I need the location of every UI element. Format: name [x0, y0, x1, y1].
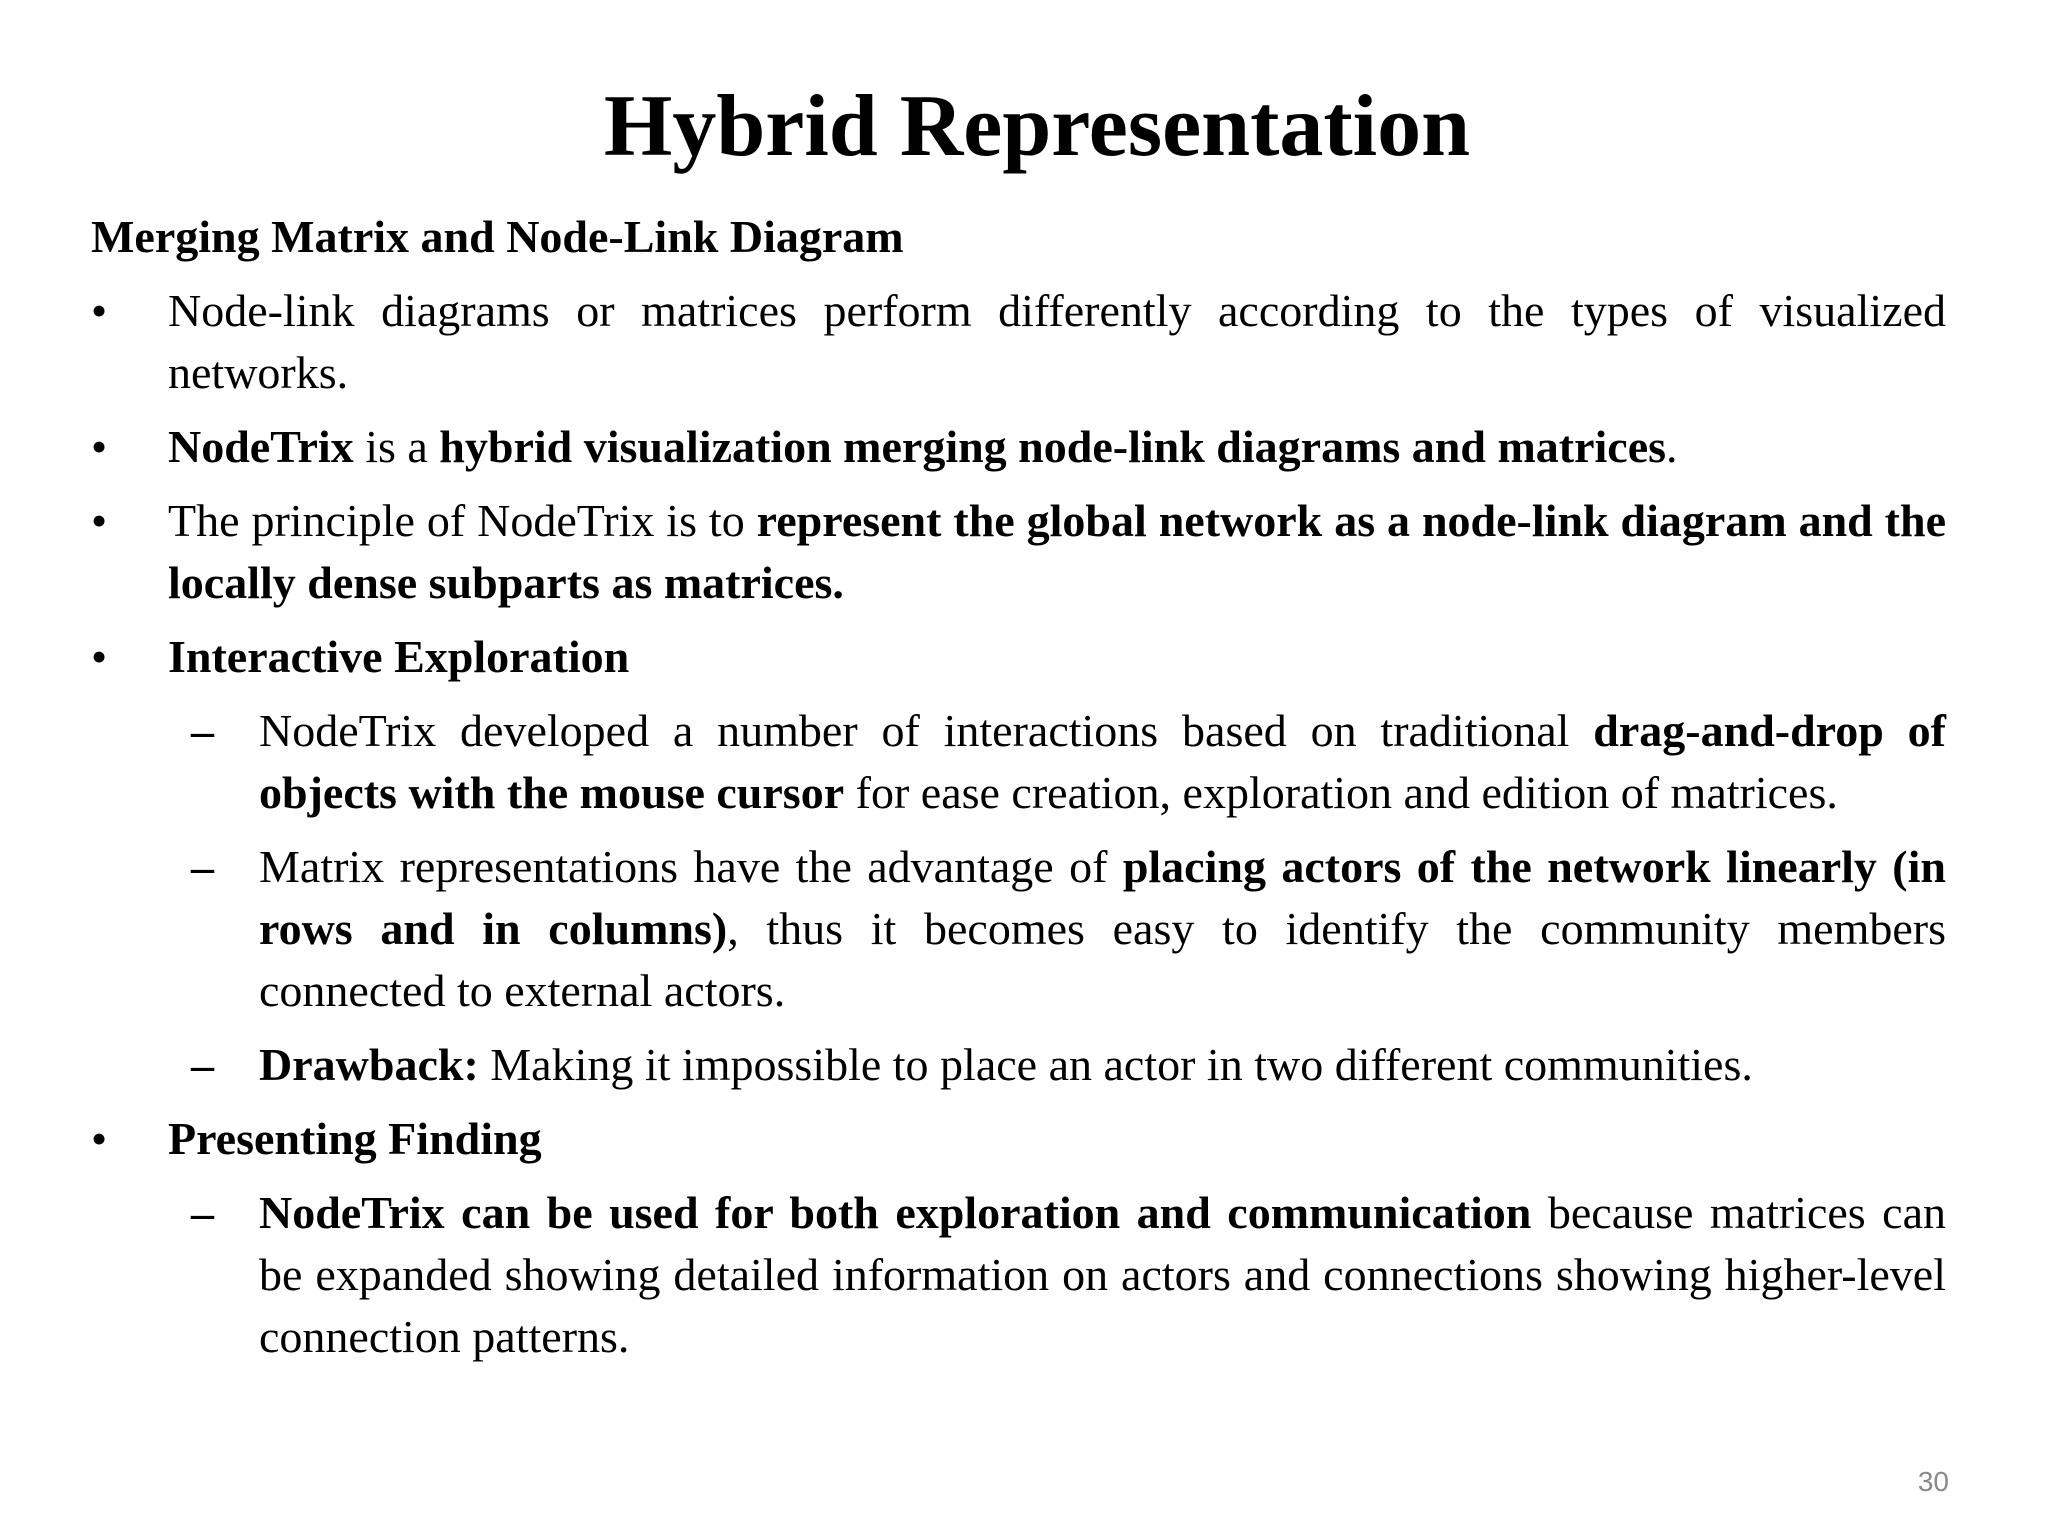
- bold-text: Interactive Exploration: [168, 631, 630, 682]
- bold-text: hybrid visualization merging node-link diagrams and matrices: [439, 421, 1667, 472]
- bullet-item: [91, 280, 1946, 404]
- dash-marker: –: [191, 705, 214, 756]
- bold-text: drag-and-drop of objects with the mouse cursor: [259, 705, 1946, 818]
- bullet-marker: •: [91, 421, 108, 472]
- text: is a: [353, 421, 440, 472]
- dash-marker: –: [191, 1039, 214, 1090]
- bold-text: Presenting Finding: [168, 1113, 542, 1164]
- bold-text: NodeTrix can be used for both exploration and communication: [259, 1187, 1532, 1238]
- bold-text: Drawback:: [259, 1039, 479, 1090]
- dash-marker: –: [191, 1187, 214, 1238]
- bullet-marker: •: [91, 495, 108, 546]
- sub-bullet-item: [191, 836, 1946, 1022]
- bullet-marker: •: [91, 631, 108, 682]
- text: for ease creation, exploration and edition of matrices.: [844, 767, 1838, 818]
- page-number: 30: [1917, 1466, 1949, 1497]
- bullet-marker: •: [91, 285, 108, 336]
- text: Matrix representations have the advantage of: [259, 841, 1123, 892]
- bold-text: NodeTrix: [168, 421, 354, 472]
- bullet-item: [91, 416, 1946, 478]
- slide-subtitle: Merging Matrix and Node-Link Diagram: [91, 211, 904, 262]
- sub-bullet-item: [191, 1182, 1947, 1368]
- text: Making it impossible to place an actor in two different communities.: [478, 1039, 1753, 1090]
- bullet-item: [91, 1108, 1946, 1170]
- bullet-item: [91, 490, 1946, 614]
- sub-bullet-item: [191, 700, 1946, 824]
- bold-text: represent the global network as a node-link diagram and the locally dense subparts as matrices.: [168, 495, 1946, 608]
- sub-bullet-item: [191, 1034, 1946, 1096]
- text: because matrices can be expanded showing detailed information on actors and connections showing higher-level connection patterns.: [259, 1187, 1947, 1362]
- bullet-list: [0, 280, 2048, 1380]
- text: Node-link diagrams or matrices perform differently according to the types of visualized networks.: [168, 285, 1946, 398]
- text: The principle of NodeTrix is to: [168, 495, 757, 546]
- text: , thus it becomes easy to identify the community members connected to external actors.: [259, 903, 1946, 1016]
- text: NodeTrix developed a number of interactions based on traditional: [259, 705, 1594, 756]
- bullet-item: [91, 626, 1946, 688]
- bold-text: placing actors of the network linearly (in rows and in columns): [259, 841, 1946, 954]
- dash-marker: –: [191, 841, 214, 892]
- bullet-marker: •: [91, 1113, 108, 1164]
- slide-title: Hybrid Representation: [603, 78, 1471, 175]
- text: .: [1666, 421, 1678, 472]
